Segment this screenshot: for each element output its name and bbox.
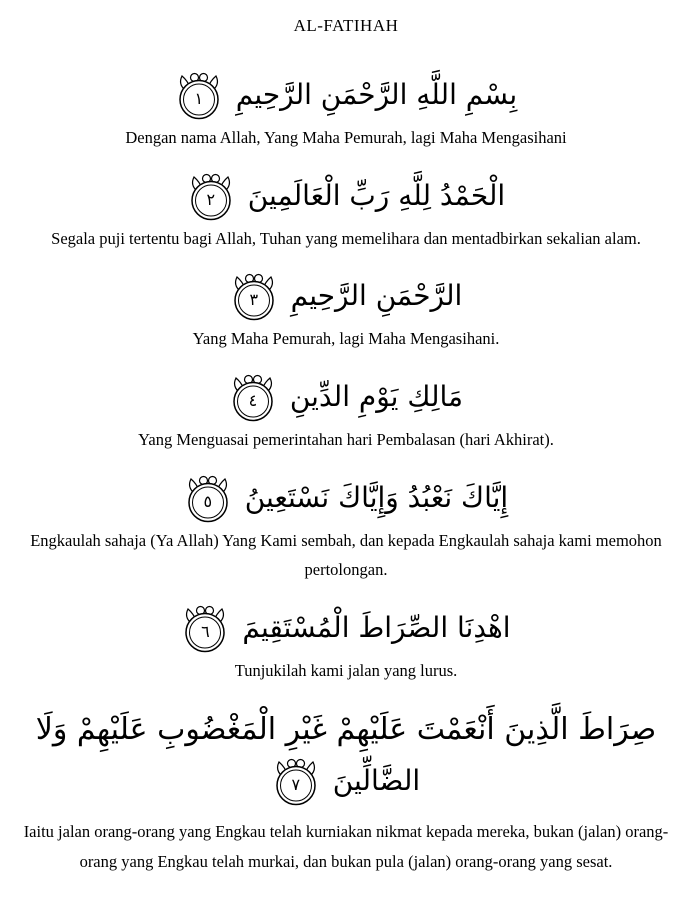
arabic-text: مَالِكِ يَوْمِ الدِّينِ <box>289 380 464 414</box>
verse-3-translation: Yang Maha Pemurah, lagi Maha Mengasihani. <box>192 329 500 349</box>
ayah-number-ornament <box>177 71 221 121</box>
verse-7-arabic-line-1 <box>10 704 682 757</box>
verse-7-arabic-line-2 <box>10 756 682 807</box>
ayah-number: ٧ <box>291 775 301 795</box>
verse-6-arabic <box>10 603 682 654</box>
verse-1-arabic <box>10 70 682 121</box>
verse-6-translation: Tunjukilah kami jalan yang lurus. <box>234 661 458 681</box>
ayah-number: ٤ <box>248 391 258 411</box>
page-title: AL-FATIHAH <box>293 16 399 35</box>
verse-block-5 <box>10 473 682 585</box>
verse-7-translation: Iaitu jalan orang-orang yang Engkau telah kurniakan nikmat kepada mereka, bukan (jalan) orang-orang yang Engkau telah murkai, dan bukan pula (jalan) orang-orang yang sesat. <box>23 822 669 871</box>
ayah-number-ornament <box>186 474 230 524</box>
verse-2-arabic <box>10 171 682 222</box>
verse-5-arabic <box>10 473 682 524</box>
verse-block-3 <box>10 271 682 354</box>
verse-4-arabic <box>10 372 682 423</box>
verse-1-translation: Dengan nama Allah, Yang Maha Pemurah, lagi Maha Mengasihani <box>125 128 567 147</box>
ayah-number: ١ <box>194 89 204 108</box>
verse-2-translation: Segala puji tertentu bagi Allah, Tuhan yang memelihara dan mentadbirkan sekalian alam. <box>51 228 641 248</box>
arabic-text: اهْدِنَا الصِّرَاطَ الْمُسْتَقِيمَ <box>242 611 511 645</box>
verse-block-4 <box>10 372 682 455</box>
ayah-number: ٥ <box>203 491 213 511</box>
ayah-number: ٢ <box>206 189 216 209</box>
verse-5-translation: Engkaulah sahaja (Ya Allah) Yang Kami sembah, dan kepada Engkaulah sahaja kami memohon pertolongan. <box>30 530 662 580</box>
ayah-number: ٣ <box>249 290 259 310</box>
verse-block-2 <box>10 171 682 254</box>
ayah-number-ornament <box>189 172 233 222</box>
arabic-text: الضَّالِّينَ <box>332 764 421 798</box>
ayah-number-ornament <box>231 373 275 423</box>
arabic-text: الْحَمْدُ لِلَّهِ رَبِّ الْعَالَمِينَ <box>247 178 506 212</box>
verse-block-7 <box>10 704 682 877</box>
arabic-text: بِسْمِ اللَّهِ الرَّحْمَنِ الرَّحِيمِ <box>235 78 518 111</box>
verse-4-translation: Yang Menguasai pemerintahan hari Pembalasan (hari Akhirat). <box>138 430 554 450</box>
arabic-text: إِيَّاكَ نَعْبُدُ وَإِيَّاكَ نَسْتَعِينُ <box>244 480 509 514</box>
arabic-text: الرَّحْمَنِ الرَّحِيمِ <box>290 279 463 313</box>
ayah-number-ornament <box>183 604 227 654</box>
verse-block-1 <box>10 70 682 153</box>
verse-block-6 <box>10 603 682 686</box>
verse-3-arabic <box>10 271 682 322</box>
ayah-number-ornament <box>274 757 318 807</box>
arabic-text: صِرَاطَ الَّذِينَ أَنْعَمْتَ عَلَيْهِمْ غَيْرِ الْمَغْضُوبِ عَلَيْهِمْ وَلَا <box>35 711 657 747</box>
ayah-number: ٦ <box>201 622 210 642</box>
ayah-number-ornament <box>232 272 276 322</box>
